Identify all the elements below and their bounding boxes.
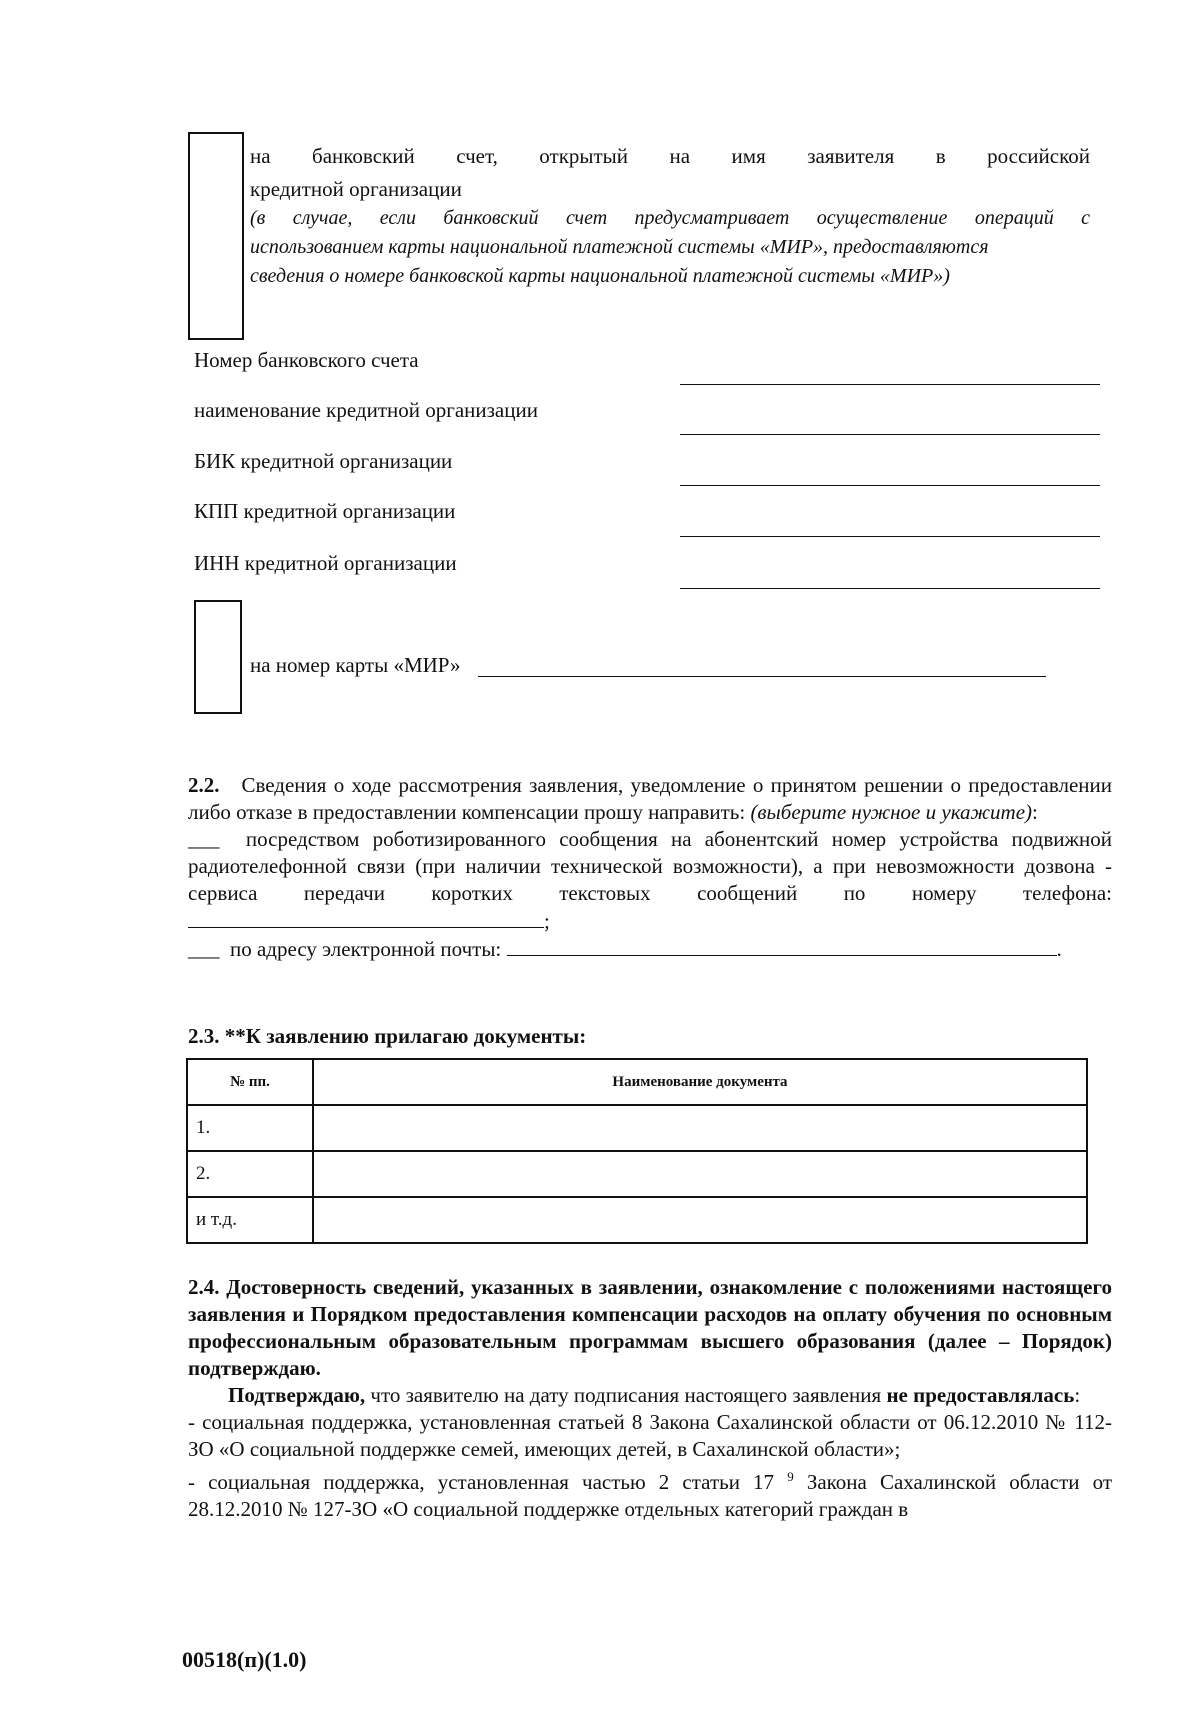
bank-field-line-account[interactable] xyxy=(680,384,1100,385)
word: случае, xyxy=(292,207,353,229)
table-cell: 1. xyxy=(187,1105,313,1151)
mir-card-checkbox[interactable] xyxy=(194,600,242,714)
table-cell[interactable] xyxy=(313,1197,1087,1243)
option1-blank[interactable]: ___ xyxy=(188,827,220,851)
bank-field-line-bik[interactable] xyxy=(680,485,1100,486)
documents-table xyxy=(186,1058,1088,1244)
bank-field-label-account: Номер банковского счета xyxy=(194,348,419,372)
bank-field-line-kpp[interactable] xyxy=(680,536,1100,537)
bank-field-label-inn: ИНН кредитной организации xyxy=(194,551,457,575)
word: банковский xyxy=(312,144,415,168)
bank-note-line3: сведения о номере банковской карты национальной платежной системы «МИР») xyxy=(250,265,950,287)
option1-end: ; xyxy=(544,909,550,933)
table-cell: 2. xyxy=(187,1151,313,1197)
section-2-4-bold: 2.4. Достоверность сведений, указанных в заявлении, ознакомление с положениями настоящего заявления и Порядком предоставления компенсации расходов на оплату обучения по основным профессиональным образовательным программам высшего образования (далее – Порядок) подтверждаю. xyxy=(188,1275,1112,1380)
bank-note-line1 xyxy=(250,204,1090,232)
bank-option-line1 xyxy=(250,142,1090,170)
bank-field-label-bik: БИК кредитной организации xyxy=(194,449,453,473)
bank-field-label-name: наименование кредитной организации xyxy=(194,398,538,422)
word: открытый xyxy=(539,144,629,168)
section-2-4 xyxy=(188,1274,1112,1523)
mir-card-label: на номер карты «МИР» xyxy=(250,653,461,677)
word: операций xyxy=(974,207,1054,229)
option2-text: по адресу электронной почты: xyxy=(230,937,502,961)
phone-field[interactable] xyxy=(188,907,544,928)
section-2-2 xyxy=(188,772,1112,963)
bank-note-line2: использованием карты национальной платежной системы «МИР», предоставляются xyxy=(250,236,989,258)
word: имя xyxy=(731,144,766,168)
confirm-bold: Подтверждаю, xyxy=(228,1383,366,1407)
support-item-2b: Закона Сахалинской области от 28.12.2010 № 127-ЗО «О социальной поддержке отдельных категорий граждан в xyxy=(188,1470,1113,1521)
option1-text: посредством роботизированного сообщения на абонентский номер устройства подвижной радиотелефонной связи (при наличии технической возможности), а при невозможности дозвона - сервиса передачи коротких текстовых сообщений по номеру телефона: xyxy=(188,827,1113,905)
table-header: Наименование документа xyxy=(313,1059,1087,1105)
section-2-3-title: 2.3. **К заявлению прилагаю документы: xyxy=(188,1024,587,1048)
email-field[interactable] xyxy=(507,935,1057,956)
word: с xyxy=(1081,207,1090,229)
bank-field-line-name[interactable] xyxy=(680,434,1100,435)
section-2-2-number: 2.2. xyxy=(188,773,220,797)
mir-card-line[interactable] xyxy=(478,676,1046,677)
bank-option-line2: кредитной организации xyxy=(250,177,462,201)
word: в xyxy=(935,144,946,168)
option2-end: . xyxy=(1056,937,1062,961)
word: (в xyxy=(250,207,266,229)
table-row xyxy=(187,1151,1087,1197)
bank-field-label-kpp: КПП кредитной организации xyxy=(194,499,456,523)
table-header-row xyxy=(187,1059,1087,1105)
table-header: № пп. xyxy=(187,1059,313,1105)
table-row xyxy=(187,1197,1087,1243)
bank-field-line-inn[interactable] xyxy=(680,588,1100,589)
word: заявителя xyxy=(807,144,895,168)
table-cell[interactable] xyxy=(313,1151,1087,1197)
support-item-2a: - социальная поддержка, установленная частью 2 статьи 17 xyxy=(188,1470,775,1494)
word: российской xyxy=(987,144,1090,168)
support-item-2-sup: 9 xyxy=(787,1469,794,1484)
section-2-2-hint: (выберите нужное и укажите) xyxy=(750,800,1033,824)
confirm-bold2: не предоставлялась xyxy=(886,1383,1075,1407)
word: банковский xyxy=(443,207,539,229)
word: счет xyxy=(565,207,608,229)
table-row xyxy=(187,1105,1087,1151)
support-item-1: - социальная поддержка, установленная статьей 8 Закона Сахалинской области от 06.12.2010 № 112-ЗО «О социальной поддержке семей, имеющих детей, в Сахалинской области»; xyxy=(188,1410,1112,1461)
word: если xyxy=(379,207,416,229)
confirm-colon: : xyxy=(1074,1383,1081,1407)
section-2-2-colon: : xyxy=(1032,800,1038,824)
word: счет, xyxy=(456,144,498,168)
form-code: 00518(п)(1.0) xyxy=(182,1647,307,1672)
word: осуществление xyxy=(816,207,948,229)
confirm-text: что заявителю на дату подписания настоящего заявления xyxy=(370,1383,882,1407)
word: на xyxy=(669,144,691,168)
section-2-2-text: Сведения о ходе рассмотрения заявления, уведомление о принятом решении о предоставлении либо отказе в предоставлении компенсации прошу направить: xyxy=(188,773,1113,824)
table-cell: и т.д. xyxy=(187,1197,313,1243)
word: на xyxy=(250,144,271,168)
table-cell[interactable] xyxy=(313,1105,1087,1151)
word: предусматривает xyxy=(634,207,790,229)
option2-blank[interactable]: ___ xyxy=(188,937,220,961)
bank-account-checkbox[interactable] xyxy=(188,132,244,340)
